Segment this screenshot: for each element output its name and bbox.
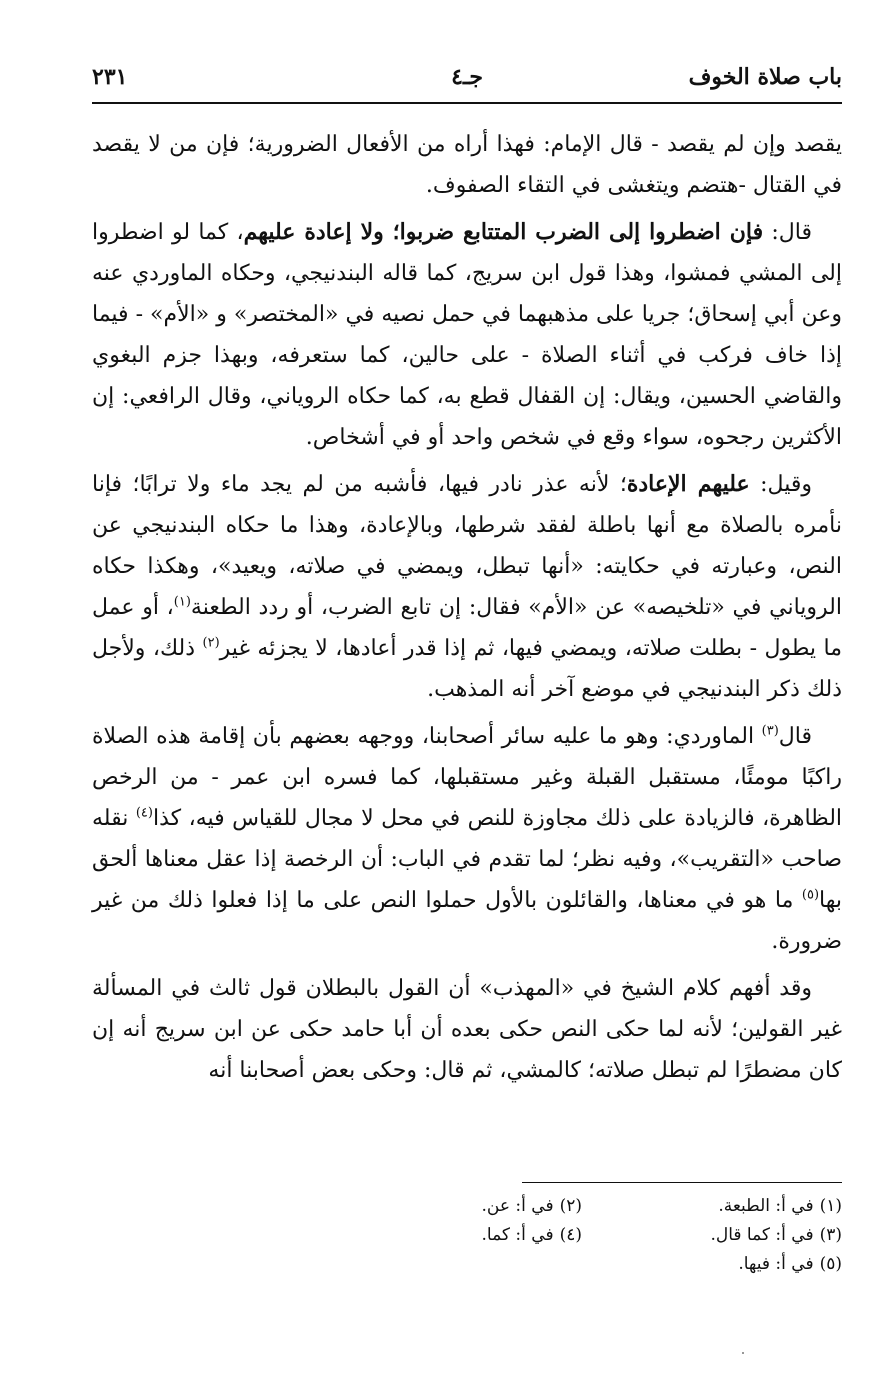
footnote-number: (٥) — [819, 1254, 842, 1274]
footnote-row — [322, 1250, 842, 1279]
footnote-ref: (٤) — [135, 805, 153, 821]
footnote-text: في أ: الطبعة. — [718, 1196, 814, 1216]
footnote-text: في أ: كما. — [481, 1225, 554, 1245]
footnote-text: في أ: كما قال. — [710, 1225, 814, 1245]
sharh-text: ؛ لأنه عذر نادر فيها، فأشبه من لم يجد ماء ولا ترابًا؛ فإنا نأمره بالصلاة مع أنها باطلة لفقد شرطها، وبالإعادة، وهذا ما حكاه البندنيجي عن النص، وعبارته في حكايته: «أنها تبطل، ويمضي في صلاته، ويعيد»، وهكذا حكاه الروياني في «تلخيصه» عن «الأم» فقال: إن تابع الضرب، أو ردد الطعنة — [92, 472, 842, 620]
sharh-text: وقيل: — [749, 472, 812, 497]
sharh-text: قال — [778, 724, 812, 749]
footnote-number: (٤) — [559, 1225, 582, 1245]
footnote — [582, 1192, 842, 1221]
footnotes — [322, 1192, 842, 1279]
paragraph — [92, 968, 842, 1091]
footnote-ref: (٣) — [761, 723, 779, 739]
sharh-text: وقد أفهم كلام الشيخ في «المهذب» أن القول بالبطلان قول ثالث في المسألة غير القولين؛ لأنه لما حكى النص حكى بعده أن أبا حامد حكى عن ابن سريج أنه إن كان مضطرًا لم تبطل صلاته؛ كالمشي، ثم قال: وحكى بعض أصحابنا أنه — [92, 976, 842, 1083]
paragraph — [92, 716, 842, 962]
header-divider — [92, 102, 842, 104]
sharh-text: ما هو في معناها، والقائلون بالأول حملوا النص على ما إذا فعلوا ذلك من غير ضرورة. — [92, 888, 842, 954]
footnote — [582, 1250, 842, 1279]
sharh-text: قال: — [763, 220, 812, 245]
footnote — [322, 1192, 582, 1221]
sharh-text: ، كما لو اضطروا إلى المشي فمشوا، وهذا قول ابن سريج، كما قاله البندنيجي، وحكاه الماوردي عنه وعن أبي إسحاق؛ جريا على مذهبهما في حمل نصيه في «المختصر» و «الأم» - فيما إذا خاف فركب في أثناء الصلاة - على حالين، كما ستعرفه، وبهذا جزم البغوي والقاضي الحسين، ويقال: إن القفال قطع به، كما حكاه الروياني، وقال الرافعي: إن الأكثرين رجحوه، سواء وقع في شخص واحد أو في أشخاص. — [92, 220, 842, 450]
sharh-text: نقله صاحب «التقريب»، وفيه نظر؛ لما تقدم في الباب: أن الرخصة إذا عقل معناها ألحق بها — [92, 806, 843, 913]
footnote-divider — [522, 1182, 842, 1183]
footnote-row — [322, 1221, 842, 1250]
footnote — [322, 1221, 582, 1250]
matn-text: فإن اضطروا إلى الضرب المتتابع ضربوا؛ ولا إعادة عليهم — [243, 219, 764, 245]
volume-label: جـ٤ — [451, 64, 483, 90]
footnote-number: (٢) — [559, 1196, 582, 1216]
footnote-number: (٣) — [819, 1225, 842, 1245]
paragraph — [92, 124, 842, 206]
footnote-row — [322, 1192, 842, 1221]
chapter-title: باب صلاة الخوف — [688, 64, 842, 90]
paragraph — [92, 212, 842, 458]
sharh-text: يقصد وإن لم يقصد - قال الإمام: فهذا أراه من الأفعال الضرورية؛ فإن من لا يقصد في القتال -هتضم ويتغشى في التقاء الصفوف. — [92, 132, 842, 198]
sharh-text: الماوردي: وهو ما عليه سائر أصحابنا، ووجهه بعضهم بأن إقامة هذه الصلاة راكبًا مومئًا، مستقبل القبلة وغير مستقبلها، كما فسره ابن عمر - من الرخص الظاهرة، فالزيادة على ذلك مجاوزة للنص في محل لا مجال للقياس فيه، كذا — [92, 724, 843, 831]
footnote-number: (١) — [819, 1196, 842, 1216]
sharh-text: ، أو عمل ما يطول - بطلت صلاته، ويمضي فيها، ثم إذا قدر أعادها، لا يجزئه غير — [92, 595, 842, 661]
footnote-text: في أ: عن. — [481, 1196, 554, 1216]
main-text — [92, 124, 842, 1097]
paragraph — [92, 464, 842, 710]
footnote-ref: (٥) — [801, 887, 820, 903]
sharh-text: ذلك، ولأجل ذلك ذكر البندنيجي في موضع آخر أنه المذهب. — [92, 636, 842, 702]
matn-text: عليهم الإعادة — [626, 471, 750, 497]
page-header — [92, 64, 842, 98]
footnote-ref: (٢) — [202, 635, 220, 651]
page-number: ٢٣١ — [92, 64, 128, 90]
footnote-ref: (١) — [173, 594, 191, 610]
scan-speck — [742, 1352, 744, 1354]
footnote-text: في أ: فيها. — [738, 1254, 814, 1274]
footnote — [582, 1221, 842, 1250]
